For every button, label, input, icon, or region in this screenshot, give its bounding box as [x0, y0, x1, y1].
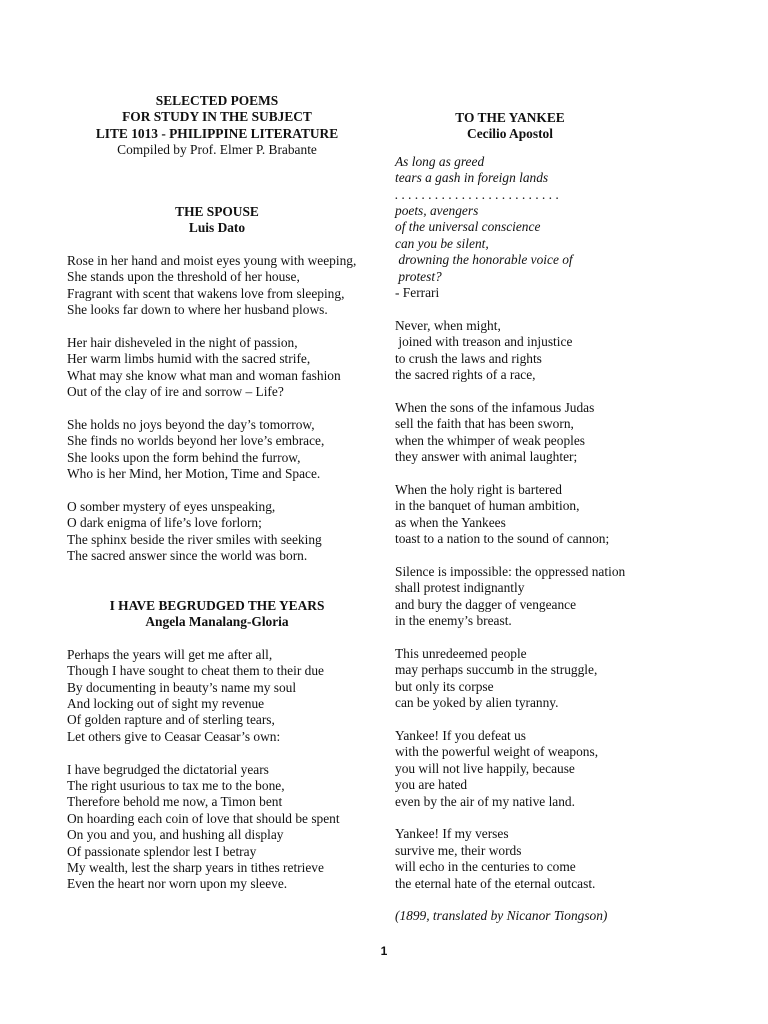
- poem-line: when the whimper of weak peoples: [395, 432, 586, 448]
- poem-line: but only its corpse: [395, 678, 494, 694]
- poem-line: can be yoked by alien tyranny.: [395, 695, 559, 711]
- poem-line: On you and you, and hushing all display: [67, 827, 284, 843]
- epigraph-line: can you be silent,: [395, 235, 489, 251]
- poem-line: and bury the dagger of vengeance: [395, 596, 577, 612]
- poem-line: She stands upon the threshold of her house,: [67, 269, 300, 285]
- poem-line: as when the Yankees: [395, 514, 506, 530]
- poem-line: Therefore behold me now, a Timon bent: [67, 794, 283, 810]
- poem-line: shall protest indignantly: [395, 580, 525, 596]
- poem-line: O dark enigma of life’s love forlorn;: [67, 515, 262, 531]
- poem-line: the eternal hate of the eternal outcast.: [395, 875, 596, 891]
- poem-line: Never, when might,: [395, 317, 501, 333]
- poem-line: O somber mystery of eyes unspeaking,: [67, 498, 276, 514]
- poem-author: Luis Dato: [188, 220, 246, 236]
- poem-line: Her hair disheveled in the night of passion,: [67, 334, 298, 350]
- poem-line: Of passionate splendor lest I betray: [67, 843, 257, 859]
- poem-line: She looks upon the form behind the furrow,: [67, 449, 301, 465]
- epigraph-source: - Ferrari: [395, 285, 440, 301]
- poem-line: in the enemy’s breast.: [395, 613, 512, 629]
- poem-line: She finds no worlds beyond her love’s embrace,: [67, 433, 325, 449]
- epigraph-line: poets, avengers: [395, 203, 479, 219]
- poem-line: Rose in her hand and moist eyes young with weeping,: [67, 252, 357, 268]
- compiler-line: Compiled by Prof. Elmer P. Brabante: [117, 142, 317, 158]
- poem-line: Even the heart nor worn upon my sleeve.: [67, 876, 288, 892]
- poem-title: THE SPOUSE: [175, 203, 259, 219]
- poem-line: She looks far down to where her husband plows.: [67, 302, 328, 318]
- epigraph: [395, 154, 715, 302]
- poem-body: [395, 318, 715, 892]
- epigraph-line: drowning the honorable voice of: [395, 252, 573, 268]
- poem-line: This unredeemed people: [395, 645, 527, 661]
- poem-line: survive me, their words: [395, 842, 522, 858]
- epigraph-line: As long as greed: [395, 153, 485, 169]
- poem-line: Who is her Mind, her Motion, Time and Space.: [67, 466, 321, 482]
- poem-line: Out of the clay of ire and sorrow – Life?: [67, 384, 284, 400]
- poem-line: joined with treason and injustice: [395, 334, 573, 350]
- poem-line: On hoarding each coin of love that should be spent: [67, 810, 340, 826]
- poem-line: will echo in the centuries to come: [395, 859, 576, 875]
- page-number: 1: [380, 944, 388, 958]
- poem-title: I HAVE BEGRUDGED THE YEARS: [109, 597, 325, 613]
- poem-line: Her warm limbs humid with the sacred strife,: [67, 351, 311, 367]
- epigraph-line: of the universal conscience: [395, 219, 541, 235]
- poem-line: the sacred rights of a race,: [395, 367, 536, 383]
- poem-line: to crush the laws and rights: [395, 350, 542, 366]
- poem-line: Of golden rapture and of sterling tears,: [67, 712, 275, 728]
- poem-line: toast to a nation to the sound of cannon;: [395, 531, 610, 547]
- poem-author: Cecilio Apostol: [467, 126, 553, 142]
- epigraph-line: tears a gash in foreign lands: [395, 170, 549, 186]
- poem-line: By documenting in beauty’s name my soul: [67, 679, 297, 695]
- poem-title: TO THE YANKEE: [455, 110, 565, 125]
- poem-line: I have begrudged the dictatorial years: [67, 761, 269, 777]
- poem-line: Silence is impossible: the oppressed nation: [395, 563, 626, 579]
- poem-line: When the holy right is bartered: [395, 481, 562, 497]
- poem-line: My wealth, lest the sharp years in tithes retrieve: [67, 859, 324, 875]
- poem-line: Though I have sought to cheat them to their due: [67, 663, 324, 679]
- poem-line: may perhaps succumb in the struggle,: [395, 662, 598, 678]
- poem-line: Yankee! If you defeat us: [395, 727, 527, 743]
- document-title: SELECTED POEMS: [155, 93, 279, 108]
- poem-line: Yankee! If my verses: [395, 826, 509, 842]
- poem-line: in the banquet of human ambition,: [395, 498, 580, 514]
- poem-line: you are hated: [395, 777, 468, 793]
- poem-body: [67, 647, 367, 893]
- left-column: [67, 0, 367, 893]
- poem-body: [67, 253, 367, 565]
- translation-note: (1899, translated by Nicanor Tiongson): [395, 908, 608, 924]
- poem-line: they answer with animal laughter;: [395, 449, 578, 465]
- poem-line: even by the air of my native land.: [395, 793, 575, 809]
- document-subtitle: FOR STUDY IN THE SUBJECT: [122, 109, 312, 125]
- poem-line: The right usurious to tax me to the bone,: [67, 777, 285, 793]
- course-title: LITE 1013 - PHILIPPINE LITERATURE: [95, 125, 339, 141]
- poem-line: She holds no joys beyond the day’s tomorrow,: [67, 416, 315, 432]
- poem-line: you will not live happily, because: [395, 760, 575, 776]
- poem-line: And locking out of sight my revenue: [67, 695, 265, 711]
- epigraph-line: protest?: [395, 268, 442, 284]
- poem-line: Let others give to Ceasar Ceasar’s own:: [67, 728, 281, 744]
- poem-line: The sacred answer since the world was born.: [67, 548, 308, 564]
- right-column: [395, 0, 715, 925]
- poem-author: Angela Manalang-Gloria: [145, 613, 289, 629]
- poem-line: Perhaps the years will get me after all,: [67, 646, 273, 662]
- poem-line: sell the faith that has been sworn,: [395, 416, 574, 432]
- poem-line: Fragrant with scent that wakens love from sleeping,: [67, 285, 345, 301]
- poem-line: What may she know what man and woman fashion: [67, 367, 341, 383]
- epigraph-line: . . . . . . . . . . . . . . . . . . . . . . . . .: [395, 186, 560, 202]
- poem-line: with the powerful weight of weapons,: [395, 744, 599, 760]
- poem-line: The sphinx beside the river smiles with seeking: [67, 531, 322, 547]
- poem-line: When the sons of the infamous Judas: [395, 399, 595, 415]
